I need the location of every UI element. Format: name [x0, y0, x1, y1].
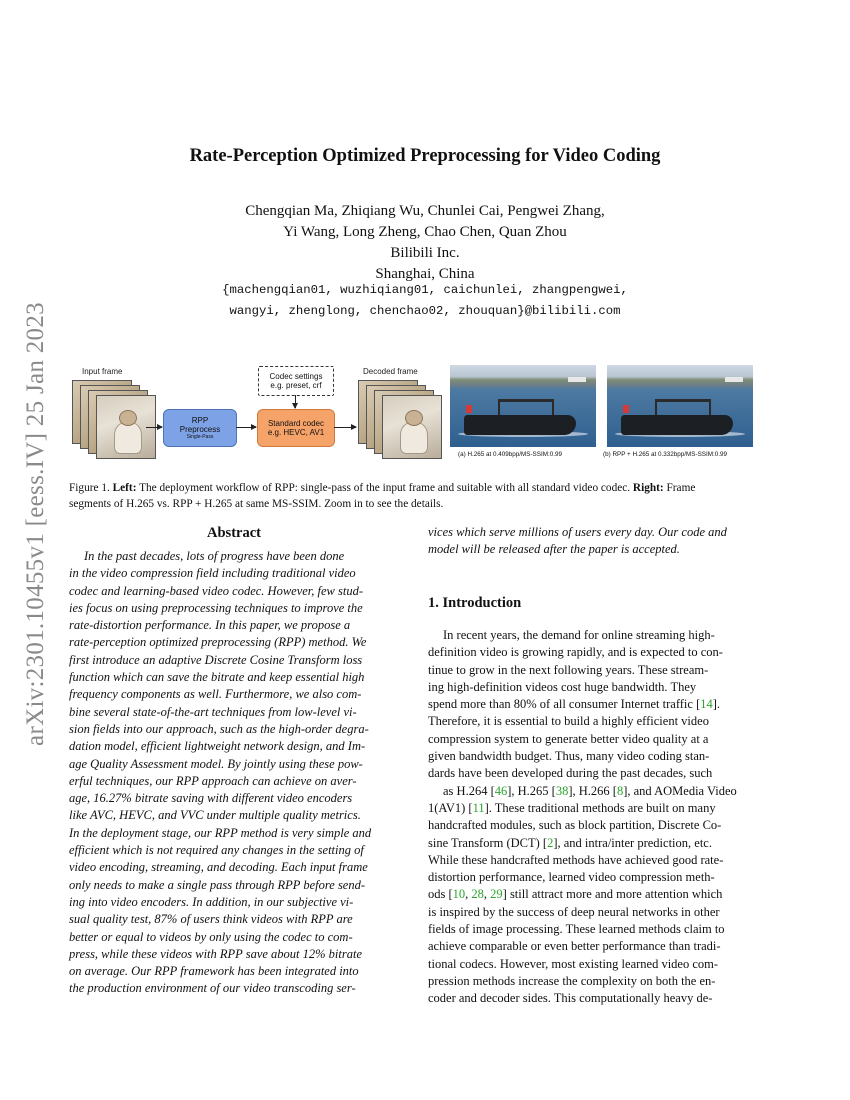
settings-example: e.g. preset, crf	[270, 381, 322, 390]
abstract-line	[69, 704, 399, 721]
abstract-line	[69, 548, 399, 565]
email-block	[0, 280, 850, 322]
decoded-frame-stack	[358, 380, 448, 470]
intro-text: spend more than 80% of all consumer Internet traffic [14].	[428, 697, 721, 712]
abstract-line-text: frequency components as well. Furthermore, we also com-	[69, 687, 362, 702]
intro-line	[428, 938, 758, 955]
intro-line	[428, 904, 758, 921]
abstract-line	[69, 859, 399, 876]
boat-image-rpp	[607, 365, 753, 447]
intro-line	[428, 748, 758, 765]
intro-line	[428, 973, 758, 990]
intro-text: given bandwidth budget. Thus, many video coding stan-	[428, 749, 710, 764]
citation-link[interactable]: 2	[547, 835, 554, 850]
intro-text: definition video is growing rapidly, and is expected to con-	[428, 645, 723, 660]
abstract-line	[69, 980, 399, 997]
abstract-line	[69, 617, 399, 634]
citation-link[interactable]: 38	[555, 783, 569, 798]
caption-left-text: The deployment workflow of RPP: single-pass of the input frame and suitable with all standard video codec.	[139, 482, 631, 494]
caption-right-bold: Right:	[632, 482, 664, 494]
input-frame-label: Input frame	[82, 367, 123, 376]
intro-text: ods [10, 28, 29] still attract more and more attention which	[428, 887, 723, 902]
cat-frame-image	[382, 395, 442, 459]
far-boat	[725, 377, 743, 382]
abstract-line-text: better or equal to videos by only using the codec to com-	[69, 929, 353, 944]
input-frame-stack	[72, 380, 162, 470]
abstract-line-text: sual quality test, 87% of users think videos with RPP are	[69, 912, 353, 927]
introduction-body	[428, 627, 758, 1008]
author-line: Chengqian Ma, Zhiqiang Wu, Chunlei Cai, Pengwei Zhang,	[245, 203, 605, 219]
arrow-icon	[146, 427, 162, 428]
abstract-line	[69, 773, 399, 790]
citation-link[interactable]: 46	[494, 783, 508, 798]
abstract-line	[69, 877, 399, 894]
abstract-line-text: press, while these videos with RPP save about 12% bitrate	[69, 946, 363, 961]
citation-link[interactable]: 14	[700, 697, 713, 712]
caption-a: (a) H.265 at 0.409bpp/MS-SSIM:0.99	[458, 451, 562, 458]
rpp-label: RPP	[191, 415, 209, 425]
abstract-line-text: rate-distortion performance. In this paper, we propose a	[69, 618, 351, 633]
abstract-line	[69, 807, 399, 824]
intro-text: coder and decoder sides. This computationally heavy de-	[428, 991, 713, 1006]
intro-text: handcrafted modules, such as block partition, Discrete Co-	[428, 818, 722, 833]
caption-line	[69, 480, 783, 496]
abstract-line-text: age, 16.27% bitrate saving with different video encoders	[69, 791, 353, 806]
citation-link[interactable]: 8	[616, 783, 624, 798]
intro-text: achieve comparable or even better performance than tradi-	[428, 939, 721, 954]
intro-text: pression methods increase the complexity on both the en-	[428, 973, 716, 988]
abstract-line	[69, 686, 399, 703]
abstract-line-text: first introduce an adaptive Discrete Cosine Transform loss	[69, 652, 363, 667]
abstract-line	[69, 894, 399, 911]
rpp-preprocess-box	[163, 409, 237, 447]
location: Shanghai, China	[375, 266, 475, 282]
abstract-line-text: In the deployment stage, our RPP method is very simple and	[69, 825, 372, 840]
abstract-line	[69, 565, 399, 582]
arrow-icon	[236, 427, 256, 428]
abstract-line	[69, 583, 399, 600]
abstract-line-text: dation model, efficient lightweight network design, and Im-	[69, 739, 366, 754]
cat-head	[119, 410, 137, 426]
abstract-line	[69, 738, 399, 755]
abstract-line	[69, 929, 399, 946]
cat-body	[400, 422, 428, 454]
abstract-line	[69, 963, 399, 980]
intro-line	[428, 713, 758, 730]
intro-line	[428, 696, 758, 713]
abstract-line-text: bine several state-of-the-art techniques from low-level vi-	[69, 704, 357, 719]
intro-text: fields of image processing. These learned methods claim to	[428, 922, 725, 937]
rpp-note: Single-Pass	[186, 433, 214, 440]
intro-line	[428, 990, 758, 1007]
abstract-body	[69, 548, 399, 998]
caption-right-text: Frame	[666, 482, 696, 494]
abstract-line-text: age Quality Assessment model. By jointly using these pow-	[69, 756, 363, 771]
settings-label: Codec settings	[269, 372, 323, 381]
intro-text: In recent years, the demand for online streaming high-	[443, 628, 715, 642]
intro-line	[428, 956, 758, 973]
intro-line	[428, 679, 758, 696]
email-line: wangyi, zhenglong, chenchao02, zhouquan}@bilibili.com	[229, 304, 621, 318]
abstract-line-text: sion fields into our approach, such as the high-order degra-	[69, 721, 369, 736]
abstract-line	[69, 756, 399, 773]
intro-line	[428, 852, 758, 869]
abstract-line-text: erful techniques, our RPP approach can achieve on aver-	[69, 773, 357, 788]
caption-line: segments of H.265 vs. RPP + H.265 at same MS-SSIM. Zoom in to see the details.	[69, 498, 444, 510]
abstract-line-text: ing into video encoders. In addition, in our subjective vi-	[69, 894, 354, 909]
intro-text: is inspired by the success of deep neural networks in other	[428, 904, 720, 919]
abstract-line	[69, 600, 399, 617]
intro-text: compression system to generate better video quality at a	[428, 731, 709, 746]
cat-body	[114, 422, 142, 454]
figure-1	[70, 360, 785, 468]
abstract-line	[69, 721, 399, 738]
flag	[466, 405, 472, 413]
boat-hull	[621, 415, 733, 435]
intro-line	[428, 783, 758, 800]
intro-text: dards have been developed during the past decades, such	[428, 766, 713, 781]
abstract-line-text: video encoding, streaming, and decoding. Each input frame	[69, 860, 368, 875]
abstract-line	[69, 790, 399, 807]
citation-link[interactable]: 10	[452, 887, 466, 902]
intro-text: as H.264 [46], H.265 [38], H.266 [8], and AOMedia Video	[443, 783, 737, 798]
intro-text: tional codecs. However, most existing learned video com-	[428, 956, 719, 971]
intro-line	[428, 731, 758, 748]
citation-link[interactable]: 28	[471, 887, 484, 902]
abstract-line-text: codec and learning-based video codec. However, few stud-	[69, 583, 364, 598]
email-line: {machengqian01, wuzhiqiang01, caichunlei, zhangpengwei,	[222, 283, 628, 297]
abstract-line-text: like AVC, HEVC, and VVC under multiple quality metrics.	[69, 808, 361, 823]
intro-line	[428, 662, 758, 679]
abstract-line	[69, 652, 399, 669]
abstract-line	[69, 911, 399, 928]
far-boat	[568, 377, 586, 382]
abstract-line	[69, 842, 399, 859]
abstract-heading: Abstract	[207, 525, 261, 541]
abstract-line	[428, 541, 758, 558]
arrow-icon	[334, 427, 356, 428]
abstract-line-text: on average. Our RPP framework has been integrated into	[69, 964, 359, 979]
abstract-line-text: the production environment of our video transcoding ser-	[69, 981, 356, 996]
rpp-sublabel: Preprocess	[179, 424, 221, 434]
intro-text: distortion performance, learned video compression meth-	[428, 870, 715, 885]
codec-settings-box	[258, 366, 334, 396]
intro-line	[428, 800, 758, 817]
intro-line	[428, 627, 758, 644]
intro-text: sine Transform (DCT) [2], and intra/inter prediction, etc.	[428, 835, 712, 850]
flag	[623, 405, 629, 413]
abstract-line-text: rate-perception optimized preprocessing (RPP) method. We	[69, 635, 367, 650]
arxiv-id: arXiv:2301.10455v1 [eess.IV] 25 Jan 2023	[22, 302, 49, 746]
abstract-line	[428, 524, 758, 541]
section-heading: 1. Introduction	[428, 595, 522, 611]
abstract-line	[69, 946, 399, 963]
abstract-column	[69, 520, 399, 998]
intro-text: tinue to grow in the next following years. These stream-	[428, 662, 709, 677]
intro-text: 1(AV1) [11]. These traditional methods are built on many	[428, 800, 716, 815]
decoded-frame-label: Decoded frame	[363, 367, 418, 376]
paper-title: Rate-Perception Optimized Preprocessing for Video Coding	[189, 146, 661, 166]
boat-image-h265	[450, 365, 596, 447]
intro-text: ing high-definition videos cost huge bandwidth. They	[428, 679, 697, 694]
abstract-line-text: vices which serve millions of users every day. Our code and	[428, 525, 727, 539]
intro-line	[428, 644, 758, 661]
abstract-line-text: In the past decades, lots of progress have been done	[84, 549, 345, 563]
intro-line	[428, 869, 758, 886]
intro-line	[428, 921, 758, 938]
codec-example: e.g. HEVC, AV1	[267, 428, 325, 437]
abstract-line-text: only needs to make a single pass through RPP before send-	[69, 877, 366, 892]
intro-line	[428, 765, 758, 782]
abstract-line	[69, 634, 399, 651]
abstract-line-text: efficient which is not required any changes in the setting of	[69, 843, 364, 858]
citation-link[interactable]: 29	[490, 887, 503, 902]
cat-head	[405, 410, 423, 426]
abstract-line	[69, 825, 399, 842]
intro-line	[428, 817, 758, 834]
abstract-line-text: model will be released after the paper is accepted.	[428, 542, 680, 557]
standard-codec-box	[257, 409, 335, 447]
author-line: Yi Wang, Long Zheng, Chao Chen, Quan Zhou	[283, 224, 567, 240]
intro-line	[428, 835, 758, 852]
author-block	[0, 201, 850, 285]
abstract-line-text: ies focus on using preprocessing techniques to improve the	[69, 600, 363, 615]
abstract-line-text: function which can save the bitrate and keep essential high	[69, 670, 365, 685]
abstract-continued	[428, 524, 758, 559]
citation-link[interactable]: 11	[472, 800, 485, 815]
abstract-line	[69, 669, 399, 686]
intro-line	[428, 886, 758, 903]
figure-caption	[69, 480, 783, 512]
caption-left-bold: Left:	[112, 482, 137, 494]
codec-label: Standard codec	[267, 419, 325, 428]
abstract-line-text: in the video compression field including traditional video	[69, 566, 356, 581]
caption-b: (b) RPP + H.265 at 0.332bpp/MS-SSIM:0.99	[603, 451, 727, 458]
arxiv-stamp	[22, 298, 50, 750]
affiliation: Bilibili Inc.	[390, 245, 460, 261]
arrow-down-icon	[295, 395, 296, 408]
intro-text: Therefore, it is essential to build a highly efficient video	[428, 714, 709, 729]
intro-text: While these handcrafted methods have achieved good rate-	[428, 852, 724, 867]
caption-label: Figure 1.	[69, 482, 110, 494]
boat-hull	[464, 415, 576, 435]
